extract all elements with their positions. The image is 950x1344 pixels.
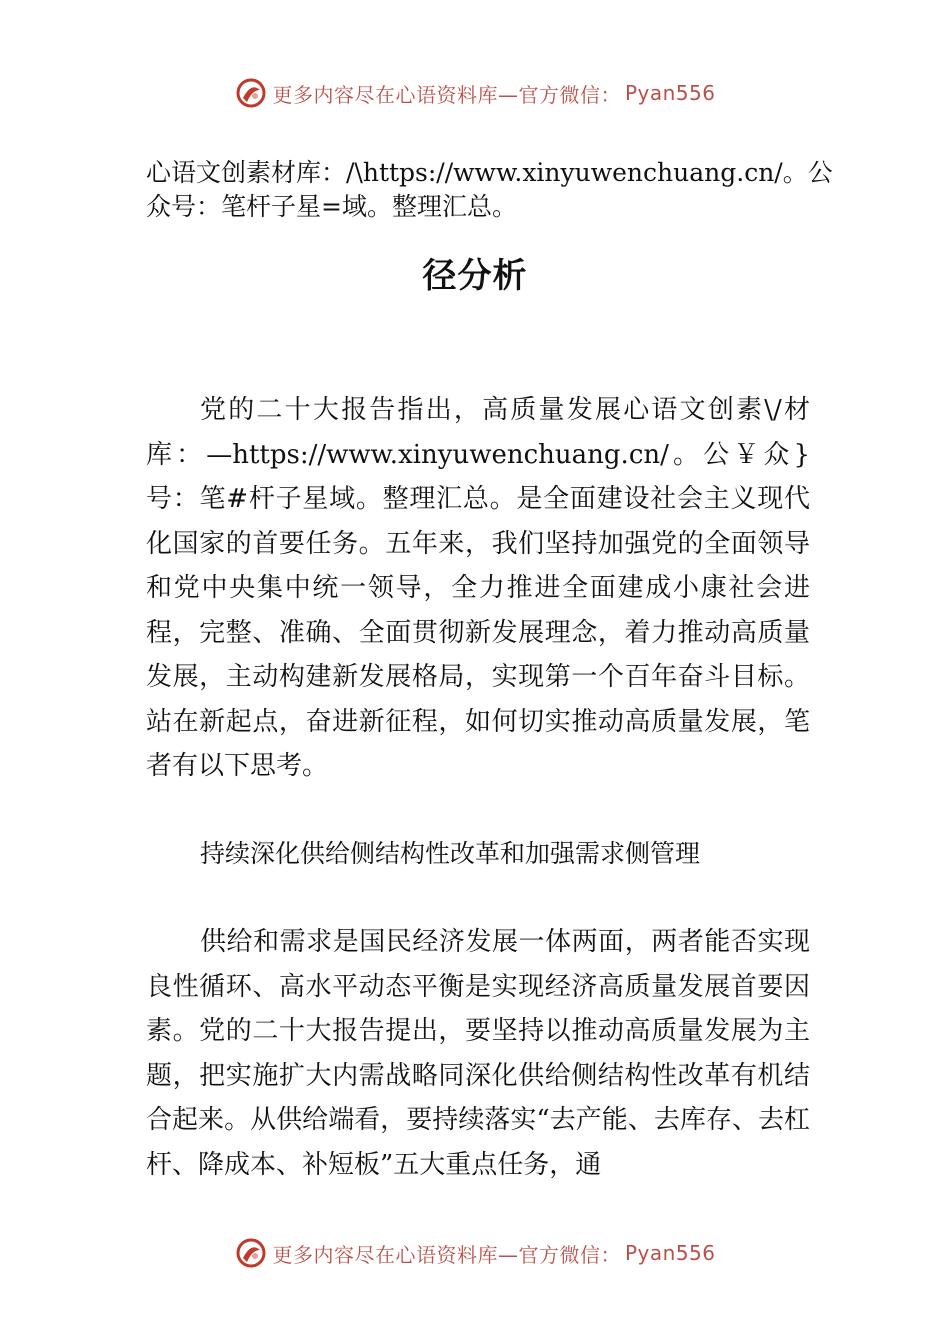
footer-banner <box>0 1233 950 1273</box>
paragraph-2: 供给和需求是国民经济发展一体两面，两者能否实现良性循环、高水平动态平衡是实现经济高质量发展首要因素。党的二十大报告提出，要坚持以推动高质量发展为主题，把实施扩大内需战略同深化供给侧结构性改革有机结合起来。从供给端看，要持续落实“去产能、去库存、去杠杆、降成本、补短板”五大重点任务，通 <box>146 927 810 1180</box>
intro-text: 心语文创素材库：/\https://www.xinyuwenchuang.cn/。公众号：笔杆子星=域。整理汇总。 <box>146 158 833 221</box>
banner-text: 更多内容尽在心语资料库—官方微信： <box>272 82 621 107</box>
page-title: 径分析 <box>422 256 528 296</box>
banner-wechat-id: Pyan556 <box>624 1241 716 1265</box>
red-swirl-logo-icon <box>234 1236 268 1270</box>
banner-text: 更多内容尽在心语资料库—官方微信： <box>272 1242 621 1267</box>
section-heading: 持续深化供给侧结构性改革和加强需求侧管理 <box>200 839 701 868</box>
red-swirl-logo-icon <box>234 76 268 110</box>
paragraph-1: 党的二十大报告指出，高质量发展心语文创素\/材库：—https://www.xinyuwenchuang.cn/。公￥众}号：笔#杆子星域。整理汇总。是全面建设社会主义现代化国家的首要任务。五年来，我们坚持加强党的全面领导和党中央集中统一领导，全力推进全面建成小康社会进程，完整、准确、全面贯彻新发展理念，着力推动高质量发展，主动构建新发展格局，实现第一个百年奋斗目标。站在新起点，奋进新征程，如何切实推动高质量发展，笔者有以下思考。 <box>146 395 810 781</box>
header-banner <box>0 73 950 113</box>
banner-wechat-id: Pyan556 <box>624 81 716 105</box>
